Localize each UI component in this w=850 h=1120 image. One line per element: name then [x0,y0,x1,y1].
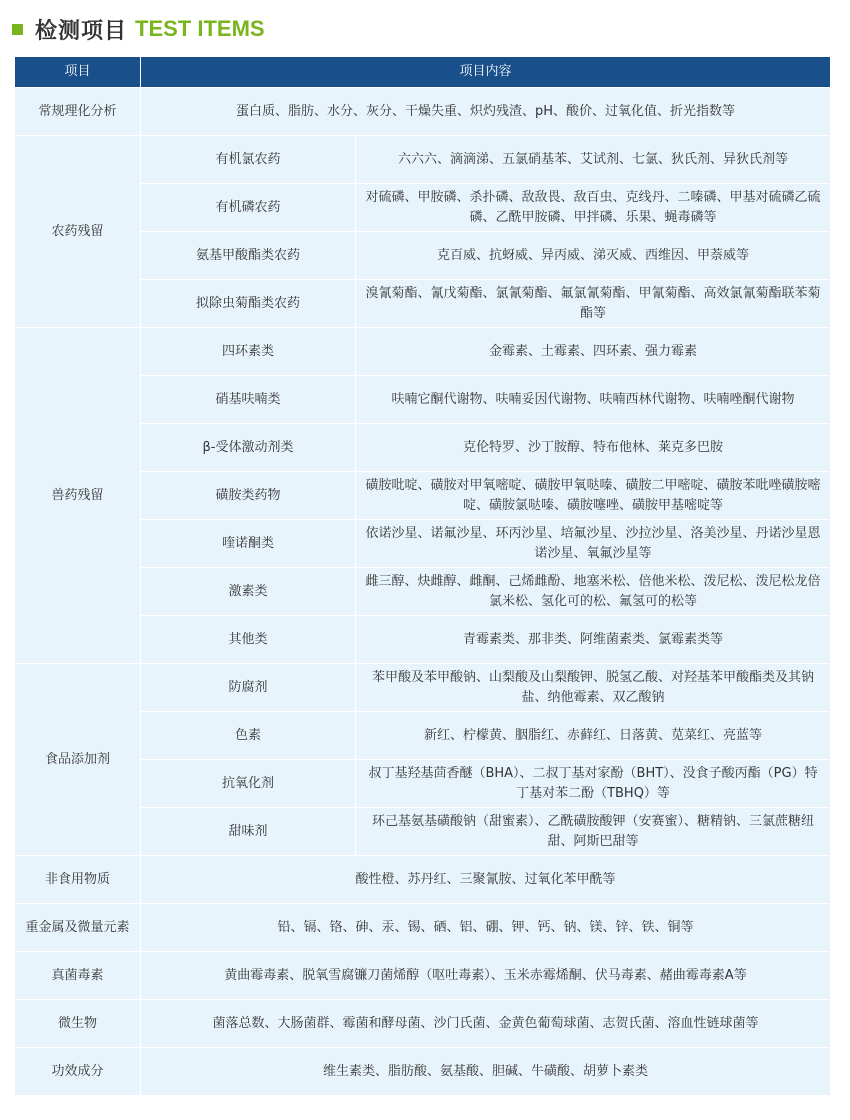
header-content: 项目内容 [141,57,831,88]
content-cell: 克伦特罗、沙丁胺醇、特布他林、莱克多巴胺 [356,424,831,472]
content-cell: 黄曲霉毒素、脱氧雪腐镰刀菌烯醇（呕吐毒素）、玉米赤霉烯酮、伏马毒素、赭曲霉毒素A等 [141,952,831,1000]
content-cell: 环己基氨基磺酸钠（甜蜜素）、乙酰磺胺酸钾（安赛蜜）、糖精钠、三氯蔗糖纽甜、阿斯巴甜等 [356,808,831,856]
category-cell: 兽药残留 [15,328,141,664]
content-cell: 金霉素、土霉素、四环素、强力霉素 [356,328,831,376]
test-items-table [14,56,831,1096]
content-cell: 磺胺吡啶、磺胺对甲氧嘧啶、磺胺甲氧哒嗪、磺胺二甲嘧啶、磺胺苯吡唑磺胺嘧啶、磺胺氯哒嗪、磺胺噻唑、磺胺甲基嘧啶等 [356,472,831,520]
category-cell: 功效成分 [15,1048,141,1096]
section-title-en: TEST ITEMS [135,16,265,41]
content-cell: 酸性橙、苏丹红、三聚氰胺、过氧化苯甲酰等 [141,856,831,904]
category-cell: 微生物 [15,1000,141,1048]
table-row [15,904,831,952]
category-cell: 常规理化分析 [15,88,141,136]
subcategory-cell: 其他类 [141,616,356,664]
table-row [15,664,831,712]
subcategory-cell: 有机氯农药 [141,136,356,184]
category-cell: 真菌毒素 [15,952,141,1000]
content-cell: 呋喃它酮代谢物、呋喃妥因代谢物、呋喃西林代谢物、呋喃唑酮代谢物 [356,376,831,424]
table-row [15,328,831,376]
category-cell: 非食用物质 [15,856,141,904]
subcategory-cell: 氨基甲酸酯类农药 [141,232,356,280]
content-cell: 蛋白质、脂肪、水分、灰分、干燥失重、炽灼残渣、pH、酸价、过氧化值、折光指数等 [141,88,831,136]
table-row [15,856,831,904]
subcategory-cell: 硝基呋喃类 [141,376,356,424]
content-cell: 苯甲酸及苯甲酸钠、山梨酸及山梨酸钾、脱氢乙酸、对羟基苯甲酸酯类及其钠盐、纳他霉素、双乙酸钠 [356,664,831,712]
content-cell: 溴氰菊酯、氰戊菊酯、氯氰菊酯、氟氯氰菊酯、甲氰菊酯、高效氯氰菊酯联苯菊酯等 [356,280,831,328]
content-cell: 六六六、滴滴涕、五氯硝基苯、艾试剂、七氯、狄氏剂、异狄氏剂等 [356,136,831,184]
category-cell: 农药残留 [15,136,141,328]
subcategory-cell: 四环素类 [141,328,356,376]
category-cell: 重金属及微量元素 [15,904,141,952]
subcategory-cell: 拟除虫菊酯类农药 [141,280,356,328]
table-row [15,1048,831,1096]
content-cell: 依诺沙星、诺氟沙星、环丙沙星、培氟沙星、沙拉沙星、洛美沙星、丹诺沙星恩诺沙星、氧氟沙星等 [356,520,831,568]
category-cell: 食品添加剂 [15,664,141,856]
content-cell: 维生素类、脂肪酸、氨基酸、胆碱、牛磺酸、胡萝卜素类 [141,1048,831,1096]
subcategory-cell: 防腐剂 [141,664,356,712]
content-cell: 克百威、抗蚜威、异丙威、涕灭威、西维因、甲萘威等 [356,232,831,280]
subcategory-cell: 有机磷农药 [141,184,356,232]
content-cell: 铅、镉、铬、砷、汞、锡、硒、铝、硼、钾、钙、钠、镁、锌、铁、铜等 [141,904,831,952]
subcategory-cell: 磺胺类药物 [141,472,356,520]
table-row [15,136,831,184]
table-row [15,952,831,1000]
subcategory-cell: 抗氧化剂 [141,760,356,808]
subcategory-cell: 激素类 [141,568,356,616]
subcategory-cell: 喹诺酮类 [141,520,356,568]
subcategory-cell: β-受体激动剂类 [141,424,356,472]
subcategory-cell: 甜味剂 [141,808,356,856]
table-row [15,88,831,136]
content-cell: 对硫磷、甲胺磷、杀扑磷、敌敌畏、敌百虫、克线丹、二嗪磷、甲基对硫磷乙硫磷、乙酰甲胺磷、甲拌磷、乐果、蝇毒磷等 [356,184,831,232]
content-cell: 青霉素类、那非类、阿维菌素类、氯霉素类等 [356,616,831,664]
section-title-cn: 检测项目 [35,18,128,44]
content-cell: 叔丁基羟基茴香醚（BHA）、二叔丁基对家酚（BHT）、没食子酸丙酯（PG）特丁基对苯二酚（TBHQ）等 [356,760,831,808]
section-header [12,14,265,44]
header-item: 项目 [15,57,141,88]
content-cell: 菌落总数、大肠菌群、霉菌和酵母菌、沙门氏菌、金黄色葡萄球菌、志贺氏菌、溶血性链球菌等 [141,1000,831,1048]
subcategory-cell: 色素 [141,712,356,760]
content-cell: 新红、柠檬黄、胭脂红、赤藓红、日落黄、苋菜红、亮蓝等 [356,712,831,760]
table-row [15,1000,831,1048]
content-cell: 雌三醇、炔雌醇、雌酮、己烯雌酚、地塞米松、倍他米松、泼尼松、泼尼松龙倍氯米松、氢化可的松、氟氢可的松等 [356,568,831,616]
green-square-icon [12,24,23,35]
table-header-row [15,57,831,88]
